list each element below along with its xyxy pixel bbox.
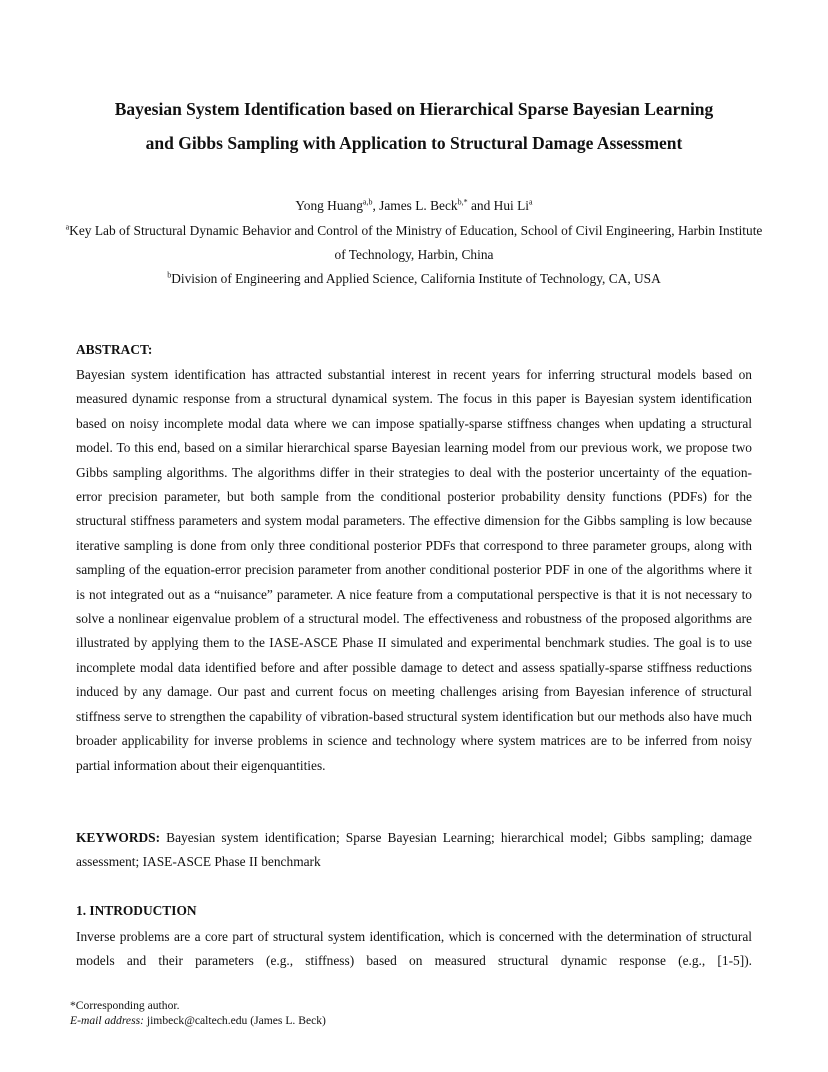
keywords-text: Bayesian system identification; Sparse Bayesian Learning; hierarchical model; Gibbs sampling; damage assessment; IASE-ASCE Phase II benchmark: [76, 830, 752, 870]
affiliation-text: Division of Engineering and Applied Science, California Institute of Technology, CA, USA: [171, 271, 661, 286]
affiliation-mark: a: [65, 222, 70, 232]
author-name: James L. Beck: [379, 198, 458, 213]
email-address: jimbeck@caltech.edu (James L. Beck): [143, 1014, 326, 1027]
corresponding-author-footnote: [70, 998, 326, 1028]
author-name: Yong Huang: [295, 198, 363, 213]
introduction-body: Inverse problems are a core part of structural system identification, which is concerned with the determination of structural models and their parameters (e.g., stiffness) based on measured structural dynamic response (e.g., [1-5]).: [76, 929, 752, 969]
title-line-1: Bayesian System Identification based on Hierarchical Sparse Bayesian Learning: [114, 99, 714, 119]
author-affiliation-mark: b,*: [457, 197, 468, 207]
footnote-email-line: [70, 1013, 326, 1028]
abstract-heading: ABSTRACT:: [76, 342, 153, 357]
author-affiliation-mark: a: [529, 197, 533, 207]
paper-title: [40, 92, 788, 160]
affiliation-b: [60, 267, 768, 291]
keywords-section: [76, 826, 752, 875]
title-line-2: and Gibbs Sampling with Application to Structural Damage Assessment: [145, 133, 683, 153]
author-name: Hui Li: [493, 198, 529, 213]
section-heading-introduction: 1. INTRODUCTION: [76, 903, 197, 918]
email-label: E-mail address:: [70, 1014, 144, 1027]
author-separator: ,: [372, 198, 380, 213]
author-separator: and: [467, 198, 494, 213]
affiliation-mark: b: [167, 270, 172, 280]
affiliation-text: Key Lab of Structural Dynamic Behavior and Control of the Ministry of Education, School of Civil Engineering, Harbin Institute of Technology, Harbin, China: [69, 223, 763, 262]
keywords-label: KEYWORDS:: [76, 830, 161, 845]
affiliation-a: [60, 219, 768, 267]
author-affiliation-mark: a,b: [362, 197, 373, 207]
abstract-body: Bayesian system identification has attracted substantial interest in recent years for inferring structural models based on measured dynamic response from a structural dynamical system. The focus in this paper is Bayesian system identification based on noisy incomplete modal data where we can impose spatially-sparse stiffness changes when updating a structural model. To this end, based on a similar hierarchical sparse Bayesian learning model from our previous work, we propose two Gibbs sampling algorithms. The algorithms differ in their strategies to deal with the posterior uncertainty of the equation-error precision parameter, but both sample from the conditional posterior probability density functions (PDFs) for the structural stiffness parameters and system modal parameters. The effective dimension for the Gibbs sampling is low because iterative sampling is done from only three conditional posterior PDFs that correspond to three parameter groups, along with sampling of the equation-error precision parameter from another conditional posterior PDF in one of the algorithms where it is not integrated out as a “nuisance” parameter. A nice feature from a computational perspective is that it is not necessary to solve a nonlinear eigenvalue problem of a structural model. The effectiveness and robustness of the proposed algorithms are illustrated by applying them to the IASE-ASCE Phase II simulated and experimental benchmark studies. The goal is to use incomplete modal data identified before and after possible damage to detect and assess spatially-sparse stiffness reductions induced by any damage. Our past and current focus on meeting challenges arising from Bayesian inference of structural stiffness serve to strengthen the capability of vibration-based structural system identification but our methods also have much broader applicability for inverse problems in science and technology where system matrices are to be inferred from noisy partial information about their eigenquantities.: [76, 367, 752, 773]
footnote-corresponding: *Corresponding author.: [70, 999, 180, 1012]
author-list: [0, 198, 828, 214]
